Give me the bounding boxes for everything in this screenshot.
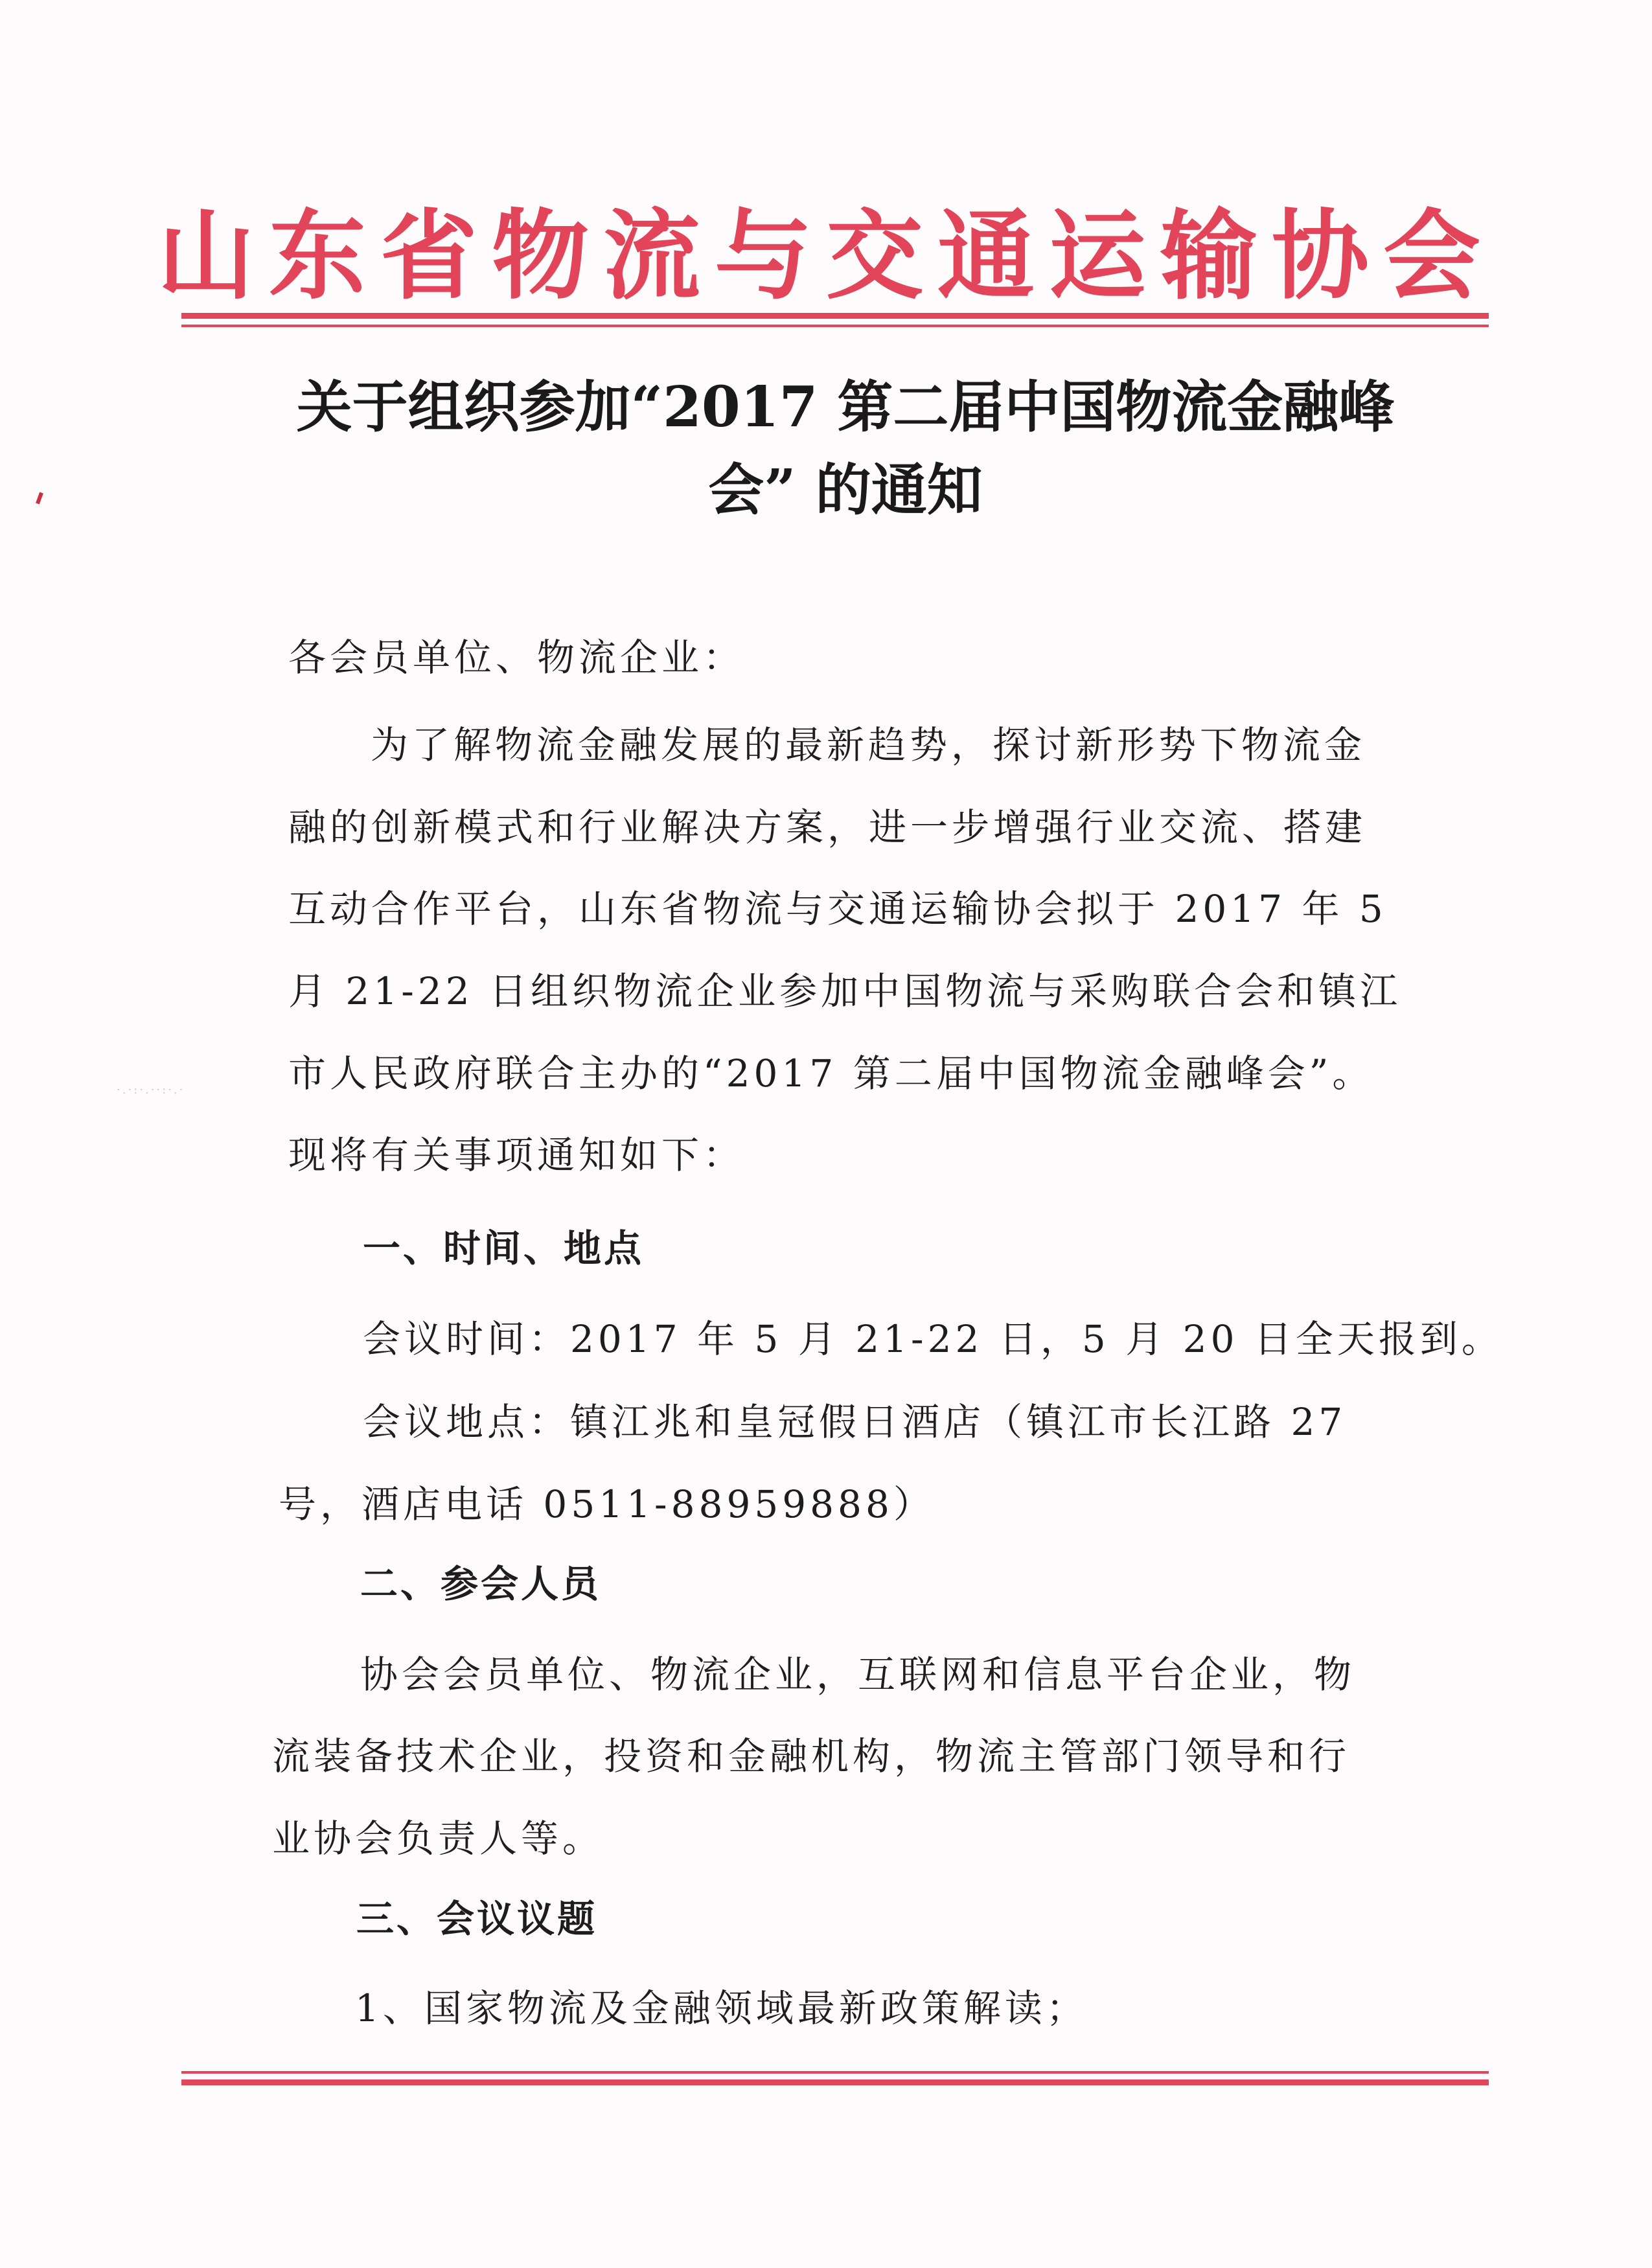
scan-speckles: ·.·:·.··:·.· (117, 1083, 185, 1097)
salutation: 各会员单位、物流企业： (288, 636, 745, 680)
document-title (279, 366, 1412, 532)
intro-line: 现将有关事项通知如下： (288, 1133, 745, 1177)
section-heading-attendees: 二、参会人员 (360, 1562, 602, 1606)
footer-rule-thin (181, 2071, 1489, 2074)
meeting-place-continued: 号，酒店电话 0511-88959888） (279, 1482, 935, 1526)
scan-margin-mark (36, 492, 43, 505)
letterhead-organization-name: 山东省物流与交通运输协会 (157, 199, 1495, 313)
intro-line: 市人民政府联合主办的“2017 第二届中国物流金融峰会”。 (288, 1051, 1374, 1095)
intro-line: 月 21-22 日组织物流企业参加中国物流与采购联合会和镇江 (288, 969, 1402, 1013)
meeting-time: 会议时间：2017 年 5 月 21-22 日，5 月 20 日全天报到。 (363, 1317, 1503, 1361)
section-heading-topics: 三、会议议题 (356, 1897, 598, 1941)
intro-line: 为了解物流金融发展的最新趋势，探讨新形势下物流金 (371, 723, 1366, 767)
footer-rule-thick (181, 2079, 1489, 2085)
meeting-place: 会议地点：镇江兆和皇冠假日酒店（镇江市长江路 27 (363, 1400, 1347, 1444)
document-title-line-2: 会” 的通知 (708, 457, 983, 523)
letterhead-rule-thin (181, 325, 1489, 327)
attendees-line: 协会会员单位、物流企业，互联网和信息平台企业，物 (360, 1653, 1356, 1697)
intro-line: 互动合作平台，山东省物流与交通运输协会拟于 2017 年 5 (288, 887, 1387, 931)
topic-item: 1、国家物流及金融领域最新政策解读； (355, 1986, 1088, 2030)
intro-line: 融的创新模式和行业解决方案，进一步增强行业交流、搭建 (288, 805, 1367, 849)
section-heading-time-place: 一、时间、地点 (363, 1226, 645, 1270)
attendees-line: 业协会负责人等。 (272, 1816, 604, 1861)
attendees-line: 流装备技术企业，投资和金融机构，物流主管部门领导和行 (272, 1734, 1351, 1778)
document-title-line-1: 关于组织参加“2017 第二届中国物流金融峰 (296, 374, 1395, 440)
letterhead-rule-thick (181, 313, 1489, 319)
